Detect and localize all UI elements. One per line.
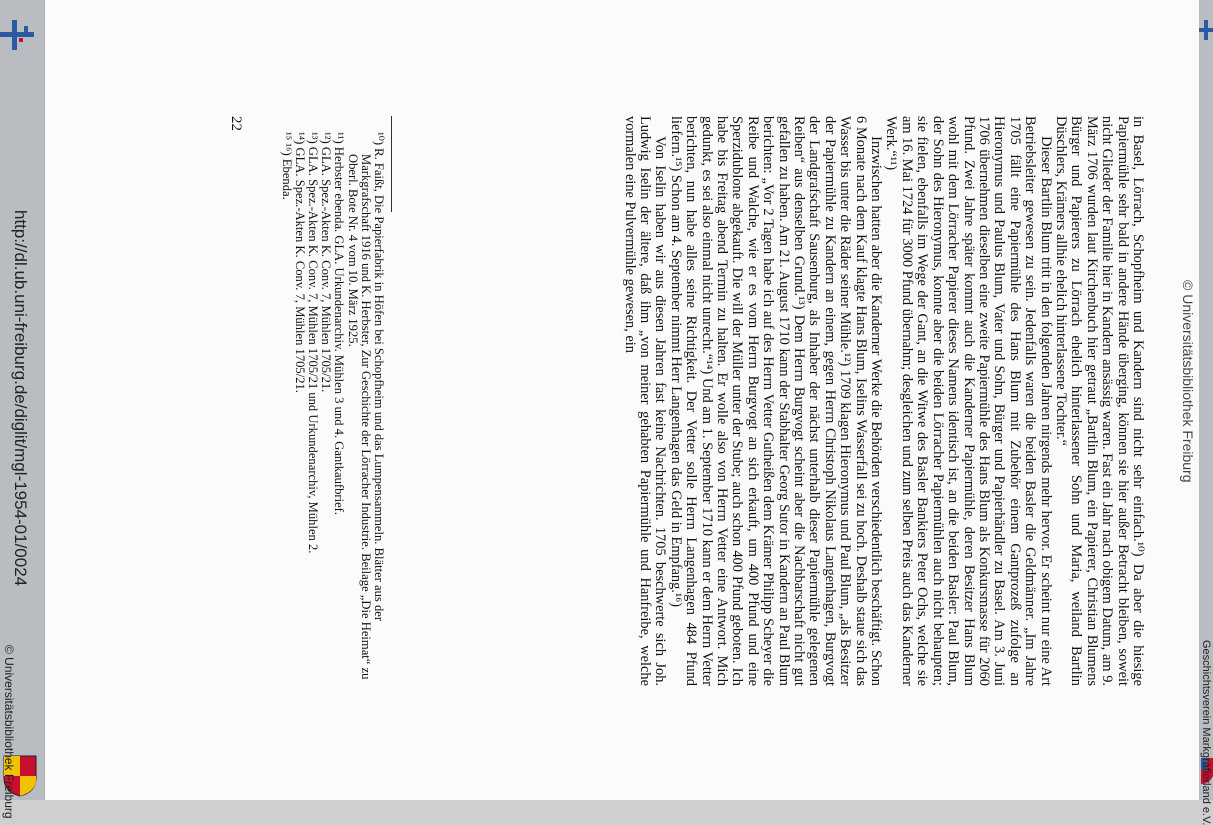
footnote: ¹²) GLA. Spez.-Akten K. Conv. 7, Mühlen 1705/21. (319, 132, 334, 393)
footnote: ¹³) GLA. Spez.-Akten K. Conv. 7, Mühlen 1705/21 und Urkundenarchiv, Mühlen 2. (305, 132, 320, 554)
library-logo-icon-right (1199, 20, 1213, 40)
right-organization: Geschichtsverein Markgräflerland e.V. (1200, 640, 1212, 825)
left-copyright: © Universitätsbibliothek Freiburg (2, 645, 16, 819)
footnote-rule (391, 116, 392, 212)
source-url[interactable]: http://dl.ub.uni-freiburg.de/diglit/mgl-1954-01/0024 (11, 210, 30, 587)
top-copyright: © Universitätsbibliothek Freiburg (1180, 280, 1196, 483)
footnote: ¹¹) Herbster ebenda. GLA. Urkundenarchiv. Mühlen 3 und 4. Gantkaufbrief. (332, 132, 347, 516)
footnotes (279, 132, 385, 692)
scanned-page (45, 0, 1199, 800)
body-text (621, 116, 1145, 686)
footnote: ¹⁵ ¹⁶) Ebenda. (279, 132, 294, 200)
footnote: ¹⁴) GLA. Spez.-Akten K. Conv. 7, Mühlen 1705/21. (292, 132, 307, 393)
paragraph: Von Iselin haben wir aus diesen Jahren fast keine Nachrichten. 1705 beschwerte sich Joh. Ludwig Iselin der ältere, daß ihm „von meiner gehabten Papiermühle und Hanfreibe, welche vormalen eine Pulvermühle gewesen, ein (621, 116, 669, 686)
library-logo-icon (0, 18, 34, 52)
paragraph: in Basel, Lörrach, Schopfheim und Kandern sind nicht sehr einfach.¹⁰) Da aber die hiesige Papiermühle sehr bald in andere Hände überging, können sie hier außer Betracht bleiben, soweit nicht Glieder der Familie hier in Kandern ansässig waren. Fast ein Jahr nach obigem Datum, am 9. März 1706 wurden laut Kirchenbuch hier getraut „Bartlin Blum, ein Papierer, Christian Blumens Bürger und Papierers zu Lörrach ehelich hinterlassener Sohn und Maria, weiland Bartlin Düschlers, Krämers allhie ehelich hinterlassene Tochter.“ (1052, 116, 1146, 686)
paragraph: Dieser Bartlin Blum tritt in den folgenden Jahren nirgends mehr hervor. Er scheint nur eine Art Betriebsleiter gewesen zu sein. Jedenfalls waren die beiden Basler die Geldmänner. „Im Jahre 1705 fällt eine Papiermühle des Hans Blum mit Zubehör einem Gantprozeß zufolge an Hieronymus und Paulus Blum, Vater und Sohn, Bürger und Papierhändler zu Basel. Am 3. Juni 1706 übernehmen dieselben eine zweite Papiermühle des Hans Blum als Konkursmasse für 2060 Pfund. Zwei Jahre später kommt auch die Kanderner Papiermühle, deren Besitzer Hans Blum wohl mit dem Lörracher Papierer dieses Namens identisch ist, an die beiden Basler: Paul Blum, der Sohn des Hieronymus, konnte aber die beiden Lörracher Papiermühlen auch nicht behaupten; sie fielen, ebenfalls im Wege der Gant, an die Witwe des Basler Bankiers Peter Ochs, welche sie am 16. Mai 1724 für 3000 Pfund übernahm; desgleichen und zum selben Preis auch das Kanderner Werk.“¹¹) (883, 116, 1054, 686)
page-number: 22 (228, 116, 244, 131)
footnote: ¹⁰) R. Faißt, Die Papierfabrik in Höfen bei Schopfheim und das Lumpensammeln. Blätter aus der Markgrafschaft 1916 und K. Herbster, Zur Geschichte der Lörracher Industrie. Beilage „Die Heimat“ zu Oberl. Bote Nr. 4 vom 10. März 1925. (345, 132, 386, 680)
paragraph: Inzwischen hatten aber die Kanderner Werke die Behörden verschiedentlich beschäftigt. Schon 6 Monate nach dem Kauf klagte Hans Blum, Iselins Wasserfall sei zu hoch. Deshalb staue sich das Wasser bis unter die Räder seiner Mühle.¹²) 1709 klagen Hieronymus und Paul Blum, „als Besitzer der Papiermühle zu Kandern an einem, gegen Herrn Christoph Nikolaus Langenhagen, Burgvogt der Landgrafschaft Sausenburg, als Inhaber der nächst unterhalb dieser Papiermühle gelegenen Reiben“ aus denselben Grund.¹³) Dem Herrn Burgvogt scheint aber die Nachbarschaft nicht gut gefallen zu haben. Am 21. August 1710 kann der Stabhalter Georg Sutor in Kandern an Paul Blum berichten: „Vor 2 Tagen habe ich auf des Herrn Vetter Gutheißen dem Krämer Philipp Scheyer die Reibe und Walche, wie er es vom Herrn Burgvogt an sich erkauft, um 400 Pfund und eine Sperzidublone abgekauft. Die will der Müller unter der Stube; auch schon 400 Pfund geboten. Ich habe bis Freitag abend Termin zu halten. Er wolle also von Herrn Vetter eine Antwort. Mich gedunkt, es sei also einmal nicht unrecht.“¹⁴) Und am 1. September 1710 kann er dem Herrn Vetter berichten, nun habe alles seine Richtigkeit. Der Vetter solle Herrn Langenhagen 484 Pfund liefern.¹⁵) Schon am 4. September nimmt Herr Langenhagen das Geld in Empfang.¹⁶) (667, 116, 885, 686)
